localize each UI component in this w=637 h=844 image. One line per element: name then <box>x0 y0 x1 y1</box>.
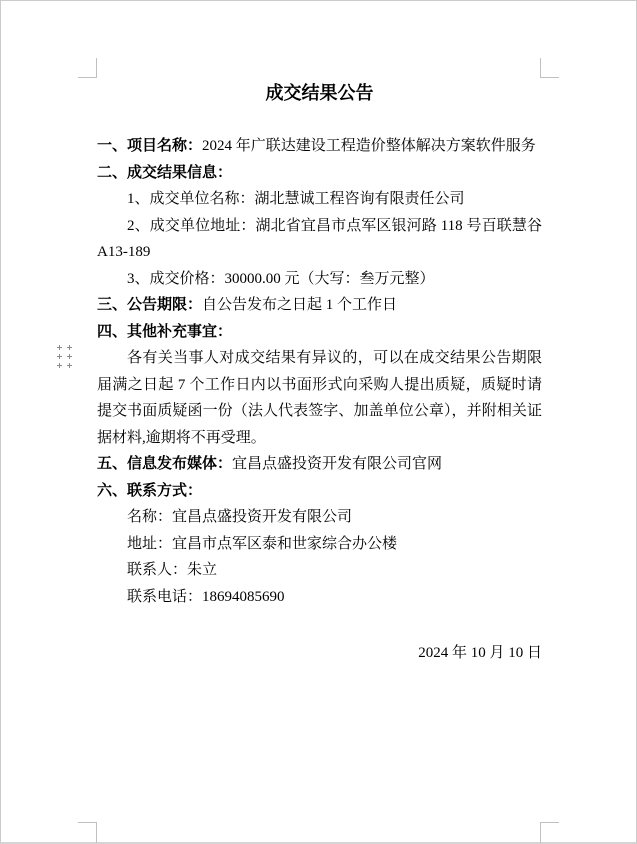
section-label: 二、成交结果信息： <box>97 164 233 181</box>
section-label: 五、信息发布媒体： <box>97 456 233 472</box>
paragraph-contact-name <box>97 504 542 531</box>
section-text: 宜昌点盛投资开发有限公司官网 <box>232 456 443 472</box>
paragraph-winner-address <box>97 213 542 266</box>
section-text: 自公告发布之日起 1 个工作日 <box>202 297 398 313</box>
section-label: 六、联系方式： <box>97 482 203 499</box>
drag-handle-dot <box>67 345 72 350</box>
paragraph-winner-name <box>97 186 542 213</box>
paragraph-contact-address <box>97 531 542 558</box>
drag-handle-dot <box>57 363 62 368</box>
paragraph-deal-price <box>97 266 542 293</box>
paragraph-contact-phone <box>97 584 542 611</box>
drag-handle-dot <box>67 354 72 359</box>
section-text: 2、成交单位地址：湖北省宜昌市点军区银河路 118 号百联慧谷 A13-189 <box>97 217 542 260</box>
section-text: 联系人：朱立 <box>127 562 218 578</box>
section-text: 联系电话：18694085690 <box>127 588 285 605</box>
margin-crop-mark-top-left-icon <box>78 58 97 78</box>
section-label: 四、其他补充事宜： <box>97 323 233 340</box>
section-text: 各有关当事人对成交结果有异议的，可以在成交结果公告期限届满之日起 7 个工作日内以书面形式向采购人提出质疑，质疑时请提交书面质疑函一份（法人代表签字、加盖单位公章），并附相关证据材料,逾期将不再受理。 <box>97 350 542 446</box>
drag-handle-icon[interactable] <box>57 345 72 368</box>
document-title: 成交结果公告 <box>265 83 374 103</box>
document-content <box>97 80 542 667</box>
margin-crop-mark-top-right-icon <box>540 58 559 78</box>
section-text: 地址：宜昌市点军区泰和世家综合办公楼 <box>127 535 398 552</box>
margin-crop-mark-bottom-right-icon <box>540 822 559 843</box>
paragraph-other-matters-heading <box>97 319 542 346</box>
margin-crop-mark-bottom-left-icon <box>78 822 97 843</box>
paragraph-project-name <box>97 133 542 160</box>
paragraph-announcement-period <box>97 292 542 319</box>
section-text: 1、成交单位名称：湖北慧诚工程咨询有限责任公司 <box>127 191 465 207</box>
drag-handle-dot <box>57 345 62 350</box>
section-label: 三、公告期限： <box>97 297 203 313</box>
drag-handle-dot <box>67 363 72 368</box>
paragraph-publish-media <box>97 451 542 478</box>
paragraph-contact-heading <box>97 478 542 505</box>
section-text: 2024 年广联达建设工程造价整体解决方案软件服务 <box>202 138 536 154</box>
document-date: 2024 年 10 月 10 日 <box>418 645 542 661</box>
section-text: 3、成交价格：30000.00 元（大写：叁万元整） <box>127 270 435 287</box>
section-label: 一、项目名称： <box>97 138 203 154</box>
paragraph-result-info-heading <box>97 160 542 187</box>
drag-handle-dot <box>57 354 62 359</box>
paragraph-contact-person <box>97 557 542 584</box>
section-text: 名称：宜昌点盛投资开发有限公司 <box>127 509 353 525</box>
paragraph-objection-instructions <box>97 345 542 451</box>
